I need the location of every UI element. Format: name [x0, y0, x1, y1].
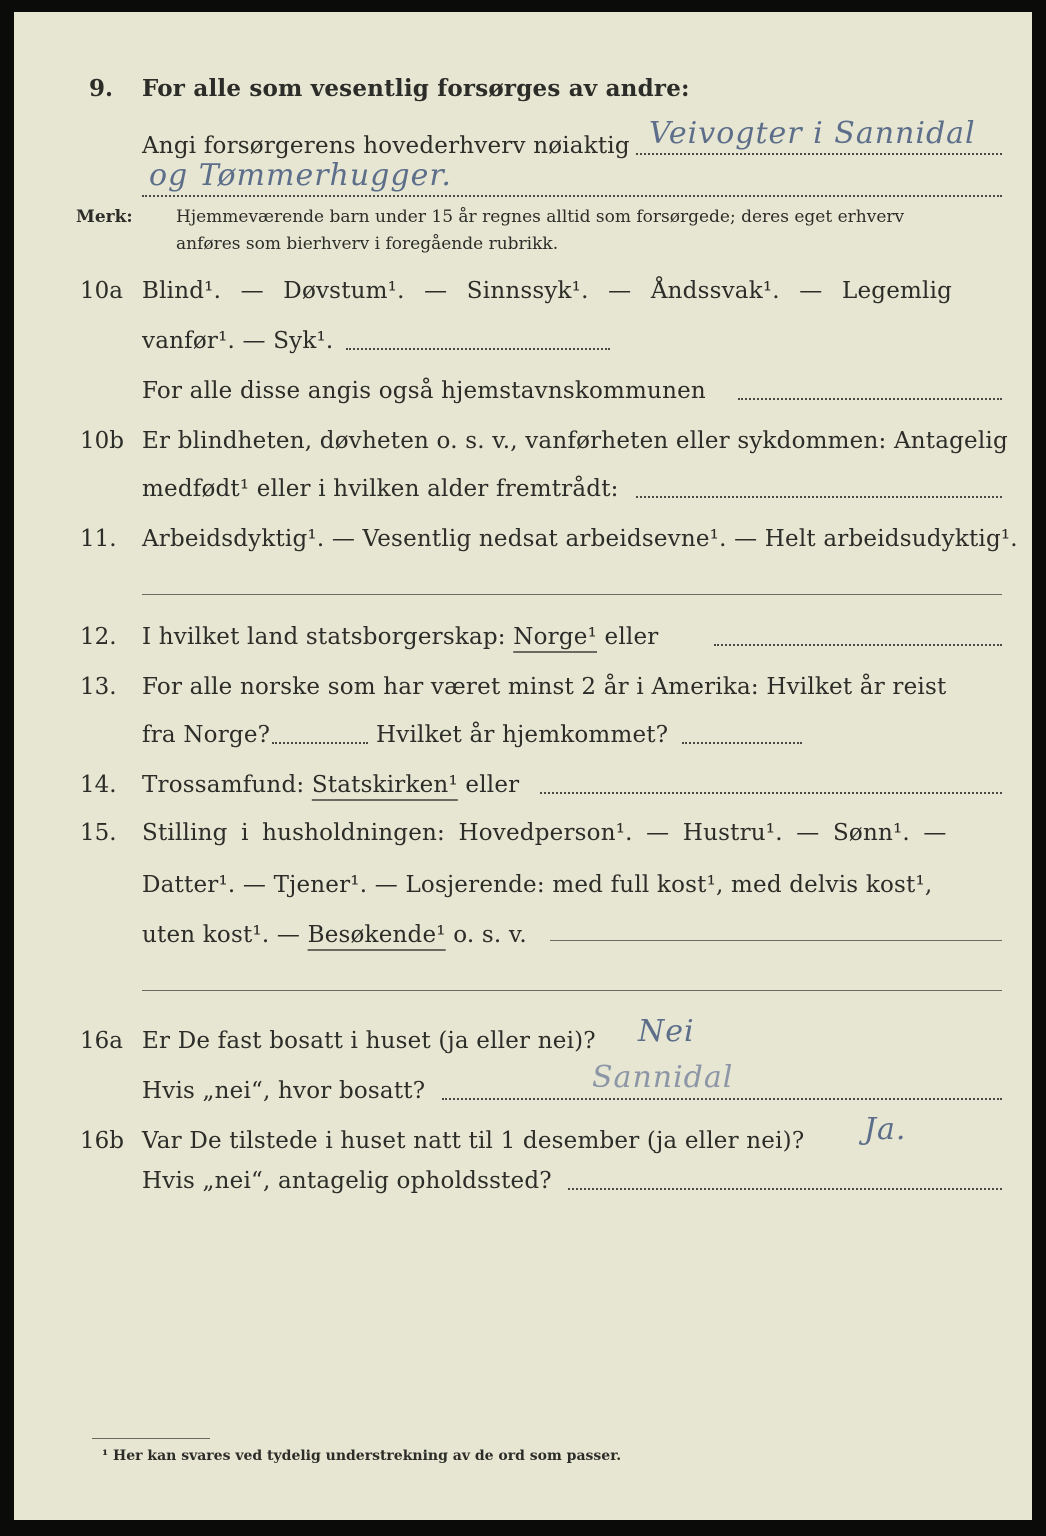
q15-line-3 [142, 922, 527, 948]
q11-line-1: Arbeidsdyktig¹. — Vesentlig nedsat arbeidsevne¹. — Helt arbeidsudyktig¹. [142, 526, 1018, 552]
q15-line-3-a: uten kost¹. — [142, 922, 301, 948]
q16b-number: 16b [80, 1128, 124, 1154]
q10a-line-3: For alle disse angis også hjemstavnskommunen [142, 378, 706, 404]
q9-provider-occupation-label: Angi forsørgerens hovederhverv nøiaktig [142, 133, 630, 159]
q15-line-3-b: o. s. v. [453, 922, 527, 948]
merk-label: Merk: [76, 207, 133, 227]
q14-suffix: eller [465, 772, 520, 798]
q15-number: 15. [80, 820, 117, 846]
q15-option-besokende: Besøkende¹ [307, 922, 446, 948]
q14-prefix: Trossamfund: [142, 772, 305, 798]
q10b-answer-line [636, 496, 1002, 498]
q10b-number: 10b [80, 428, 124, 454]
q12-suffix: eller [604, 624, 659, 650]
q12-text [142, 624, 658, 650]
q16b-line-2: Hvis „nei“, antagelig opholdssted? [142, 1168, 552, 1194]
q13-line-1: For alle norske som har været minst 2 år i Amerika: Hvilket år reist [142, 674, 947, 700]
q12-option-norge: Norge¹ [513, 624, 598, 650]
q15-answer-line-2 [142, 990, 1002, 991]
q16a-residence-line [442, 1098, 1002, 1100]
q16b-whereabouts-line [568, 1188, 1002, 1190]
q10b-line-1: Er blindheten, døvheten o. s. v., vanførheten eller sykdommen: Antagelig [142, 428, 1008, 454]
q16a-handwritten-answer-1: Nei [638, 1014, 695, 1049]
q14-number: 14. [80, 772, 117, 798]
q16b-line-1: Var De tilstede i huset natt til 1 desember (ja eller nei)? [142, 1128, 805, 1154]
q14-option-statskirken: Statskirken¹ [311, 772, 458, 798]
q10b-line-2: medfødt¹ eller i hvilken alder fremtrådt: [142, 476, 619, 502]
q10a-line-2: vanfør¹. — Syk¹. [142, 328, 334, 354]
footnote-rule [92, 1438, 210, 1439]
q15-line-2: Datter¹. — Tjener¹. — Losjerende: med full kost¹, med delvis kost¹, [142, 872, 933, 898]
q11-answer-line [142, 594, 1002, 595]
q9-answer-line-2 [142, 195, 1002, 197]
q12-prefix: I hvilket land statsborgerskap: [142, 624, 506, 650]
q9-handwritten-answer-2: og Tømmerhugger. [149, 158, 452, 193]
q16a-line-1: Er De fast bosatt i huset (ja eller nei)? [142, 1028, 596, 1054]
q16a-handwritten-answer-2: Sannidal [592, 1060, 734, 1095]
merk-text-2: anføres som bierhverv i foregående rubrikk. [176, 234, 559, 254]
q9-handwritten-answer-1: Veivogter i Sannidal [649, 116, 976, 151]
q10a-home-municipality-line [738, 398, 1002, 400]
q13-number: 13. [80, 674, 117, 700]
q12-number: 12. [80, 624, 117, 650]
footnote: ¹ Her kan svares ved tydelig understrekning av de ord som passer. [102, 1448, 622, 1464]
q13-returned-line [682, 742, 802, 744]
q16a-number: 16a [80, 1028, 123, 1054]
q15-line-1: Stilling i husholdningen: Hovedperson¹. — Hustru¹. — Sønn¹. — [142, 820, 947, 846]
merk-text-1: Hjemmeværende barn under 15 år regnes alltid som forsørgede; deres eget erhverv [176, 207, 905, 227]
q16b-handwritten-answer-1: Ja. [864, 1112, 907, 1147]
q10a-sick-answer-line [346, 348, 610, 350]
q12-answer-line [714, 644, 1002, 646]
q10a-number: 10a [80, 278, 123, 304]
q9-answer-line-1 [636, 153, 1002, 155]
census-form-page [14, 12, 1032, 1520]
q13-emigrated-line [272, 742, 368, 744]
q13-returned-label: Hvilket år hjemkommet? [376, 722, 669, 748]
q14-text [142, 772, 519, 798]
q13-emigrated-label: fra Norge? [142, 722, 271, 748]
q9-number: 9. [89, 75, 114, 102]
q10a-line-1: Blind¹. — Døvstum¹. — Sinnssyk¹. — Åndssvak¹. — Legemlig [142, 278, 953, 304]
q9-heading: For alle som vesentlig forsørges av andre: [142, 75, 690, 102]
q11-number: 11. [80, 526, 117, 552]
q14-answer-line [540, 792, 1002, 794]
q16a-line-2: Hvis „nei“, hvor bosatt? [142, 1078, 426, 1104]
q15-answer-line [550, 940, 1002, 941]
